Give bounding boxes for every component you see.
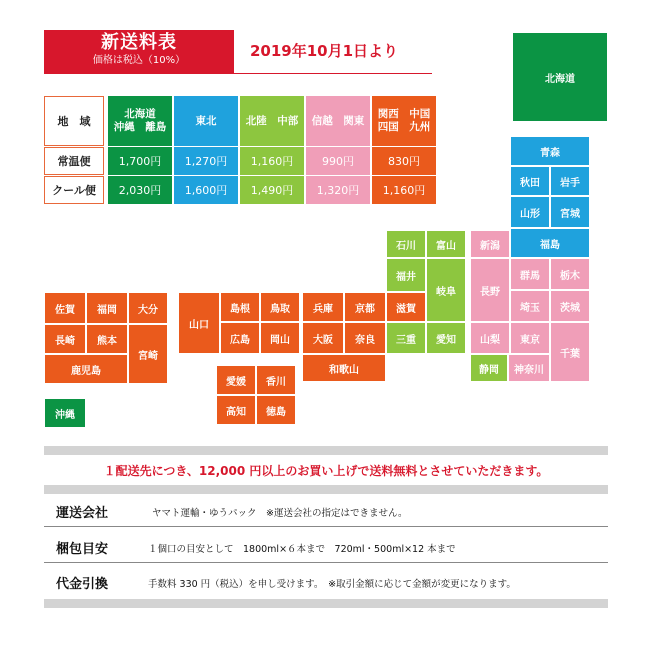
pref-saitama: 埼玉 (510, 290, 550, 322)
pref-kumamoto: 熊本 (86, 324, 128, 354)
pref-yamanashi: 山梨 (470, 322, 510, 354)
pref-saga: 佐賀 (44, 292, 86, 324)
price-normal-hokuriku: 1,160円 (240, 147, 304, 175)
price-normal-hokkaido: 1,700円 (108, 147, 172, 175)
pref-osaka: 大阪 (302, 322, 344, 354)
title-box (44, 30, 234, 74)
divider-bar-middle (44, 485, 608, 494)
row-header-cool: クール便 (44, 176, 104, 204)
price-cool-tohoku: 1,600円 (174, 176, 238, 204)
price-normal-tohoku: 1,270円 (174, 147, 238, 175)
price-table (44, 96, 434, 206)
free-shipping-notice: １配送先につき、12,000 円以上のお買い上げで送料無料とさせていただきます。 (103, 464, 549, 478)
pref-oita: 大分 (128, 292, 168, 324)
pref-fukuoka: 福岡 (86, 292, 128, 324)
pref-fukui: 福井 (386, 258, 426, 292)
pref-iwate: 岩手 (550, 166, 590, 196)
pref-miyazaki: 宮崎 (128, 324, 168, 384)
pref-chiba: 千葉 (550, 322, 590, 382)
region-hokkaido-okinawa: 北海道 沖縄 離島 (108, 96, 172, 146)
info-text-carrier: ヤマト運輸・ゆうパック ※運送会社の指定はできません。 (152, 508, 408, 519)
pref-shimane: 島根 (220, 292, 260, 322)
info-text-packing: １個口の目安として 1800ml×６本まで 720ml・500ml×12 本まで (148, 544, 456, 555)
pref-aomori: 青森 (510, 136, 590, 166)
pref-kanagawa: 神奈川 (508, 354, 550, 382)
pref-nagasaki: 長崎 (44, 324, 86, 354)
pref-nara: 奈良 (344, 322, 386, 354)
pref-ibaraki: 茨城 (550, 290, 590, 322)
pref-hokkaido: 北海道 (512, 32, 608, 122)
pref-toyama: 富山 (426, 230, 466, 258)
pref-gifu: 岐阜 (426, 258, 466, 322)
pref-yamagata: 山形 (510, 196, 550, 228)
pref-wakayama: 和歌山 (302, 354, 386, 382)
pref-miyagi: 宮城 (550, 196, 590, 228)
row-header-region: 地 域 (44, 96, 104, 146)
pref-kochi: 高知 (216, 395, 256, 425)
pref-shiga: 滋賀 (386, 292, 426, 322)
region-shinetsu-kanto: 信越 関東 (306, 96, 370, 146)
pref-niigata: 新潟 (470, 230, 510, 258)
effective-date: 2019年10月1日より (250, 42, 399, 60)
pref-kagawa: 香川 (256, 365, 296, 395)
info-divider-2 (44, 562, 608, 563)
pref-tottori: 鳥取 (260, 292, 300, 322)
pref-kyoto: 京都 (344, 292, 386, 322)
region-kansai-kyushu: 関西 中国 四国 九州 (372, 96, 436, 146)
price-cool-kanto: 1,320円 (306, 176, 370, 204)
pref-tokushima: 徳島 (256, 395, 296, 425)
price-cool-hokuriku: 1,490円 (240, 176, 304, 204)
title-underline (234, 73, 432, 74)
pref-aichi: 愛知 (426, 322, 466, 354)
info-label-cod: 代金引換 (56, 577, 109, 592)
region-hokuriku-chubu: 北陸 中部 (240, 96, 304, 146)
pref-ehime: 愛媛 (216, 365, 256, 395)
info-label-carrier: 運送会社 (56, 506, 109, 521)
pref-okinawa: 沖縄 (44, 398, 86, 428)
pref-okayama: 岡山 (260, 322, 300, 354)
pref-shizuoka: 静岡 (470, 354, 508, 382)
divider-bar-top (44, 446, 608, 455)
pref-akita: 秋田 (510, 166, 550, 196)
pref-tokyo: 東京 (510, 322, 550, 354)
info-divider-1 (44, 526, 608, 527)
price-tax-note: 価格は税込（10%） (92, 55, 186, 66)
price-cool-kansai: 1,160円 (372, 176, 436, 204)
price-normal-kanto: 990円 (306, 147, 370, 175)
info-text-cod: 手数料 330 円（税込）を申し受けます。 ※取引金額に応じて金額が変更になります。 (148, 579, 516, 590)
row-header-normal: 常温便 (44, 147, 104, 175)
pref-kagoshima: 鹿児島 (44, 354, 128, 384)
info-label-packing: 梱包目安 (56, 542, 109, 557)
region-tohoku: 東北 (174, 96, 238, 146)
price-cool-hokkaido: 2,030円 (108, 176, 172, 204)
pref-mie: 三重 (386, 322, 426, 354)
pref-nagano: 長野 (470, 258, 510, 322)
pref-hiroshima: 広島 (220, 322, 260, 354)
divider-bar-bottom (44, 599, 608, 608)
pref-fukushima: 福島 (510, 228, 590, 258)
pref-hyogo: 兵庫 (302, 292, 344, 322)
price-normal-kansai: 830円 (372, 147, 436, 175)
pref-yamaguchi: 山口 (178, 292, 220, 354)
pref-tochigi: 栃木 (550, 258, 590, 290)
pref-ishikawa: 石川 (386, 230, 426, 258)
page-title: 新送料表 (101, 32, 177, 53)
pref-gunma: 群馬 (510, 258, 550, 290)
